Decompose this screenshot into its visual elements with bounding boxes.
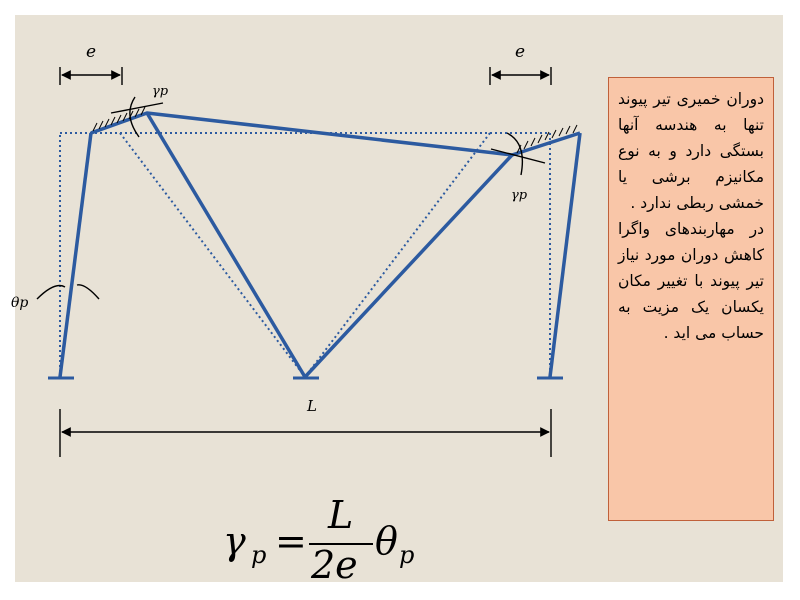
explanation-paragraph-1: دوران خمیری تیر پیوند تنها به هندسه آنها بستگی دارد و به نوع مکانیزم برشی یا خمشی ربطی ندارد .	[618, 90, 764, 212]
deformed-left-brace	[147, 113, 305, 377]
gamma-top-label: γp	[152, 84, 169, 99]
theta-rotation	[37, 285, 99, 299]
formula-denominator: 2e	[311, 543, 358, 587]
undeformed-left-brace	[120, 133, 305, 377]
undeformed-right-brace	[305, 133, 490, 377]
formula-theta-subscript: p	[399, 541, 415, 569]
deformed-frame	[60, 113, 580, 377]
e-left-label: e	[86, 42, 97, 62]
e-right-label: e	[515, 42, 526, 62]
formula-gamma-subscript: p	[251, 541, 267, 569]
formula-equals: =	[275, 519, 307, 563]
deformed-left-column	[60, 133, 91, 377]
slide	[11, 15, 783, 587]
explanation-textbox	[608, 77, 774, 521]
rotation-formula	[223, 493, 423, 587]
theta-label: θp	[11, 295, 29, 311]
left-link-hatch	[93, 107, 145, 131]
explanation-paragraph-2: در مهاربندهای واگرا کاهش دوران مورد نیاز تیر پیوند با تغییر مکان یکسان یک مزیت به حساب می اید .	[618, 220, 764, 342]
formula-numerator: L	[328, 493, 354, 537]
dimension-lines	[60, 67, 551, 457]
undeformed-frame	[60, 133, 550, 377]
gamma-right-label: γp	[511, 188, 528, 203]
deformed-right-column	[550, 133, 580, 377]
span-label: L	[307, 397, 317, 415]
formula-gamma: γ	[223, 519, 246, 563]
deformed-right-brace	[305, 155, 512, 377]
formula-theta: θ	[375, 519, 398, 563]
